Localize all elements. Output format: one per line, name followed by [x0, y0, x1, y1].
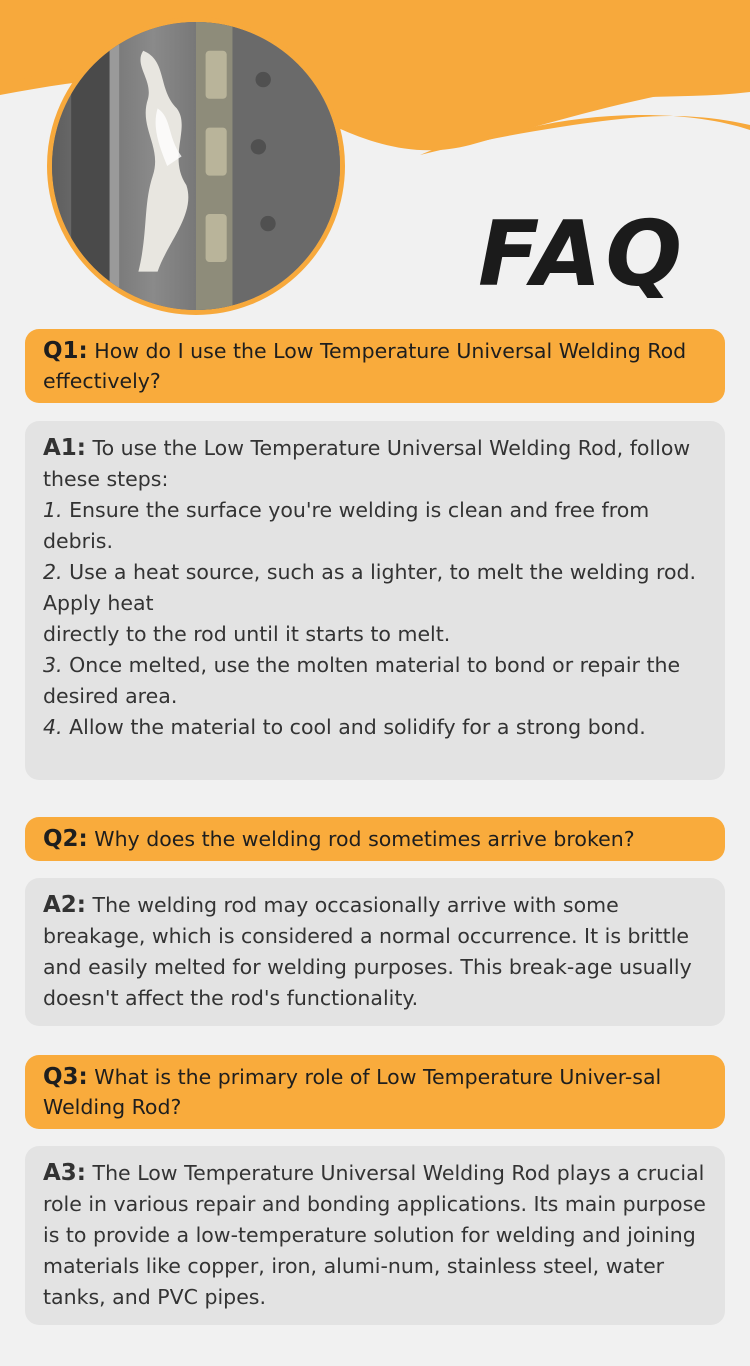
answer-text: The Low Temperature Universal Welding Rod plays a crucial role in various repair and bonding applications. Its main purpose is to provide a low-temperature solution for welding and joining materials like copper, iron, alumi-num, stainless steel, water tanks, and PVC pipes.: [43, 1161, 706, 1309]
answer-3: [25, 1146, 725, 1325]
step-text: Ensure the surface you're welding is clean and free from debris.: [43, 498, 650, 553]
page-title: FAQ: [478, 202, 687, 307]
step-text: Once melted, use the molten material to bond or repair the desired area.: [43, 653, 681, 708]
answer-step: [43, 712, 707, 743]
question-label: Q1:: [43, 338, 88, 364]
answer-step-continuation: [43, 619, 707, 650]
question-text: Why does the welding rod sometimes arrive broken?: [94, 827, 635, 851]
question-label: Q3:: [43, 1064, 88, 1090]
step-number: 3.: [43, 653, 63, 677]
question-text: What is the primary role of Low Temperature Univer-sal Welding Rod?: [43, 1065, 662, 1119]
answer-step: [43, 557, 707, 619]
step-number: 4.: [43, 715, 63, 739]
answer-label: A3:: [43, 1160, 87, 1186]
answer-label: A2:: [43, 892, 87, 918]
step-number: 2.: [43, 560, 63, 584]
answer-text: The welding rod may occasionally arrive with some breakage, which is considered a normal occurrence. It is brittle and easily melted for welding purposes. This break-age usually doesn't affect the rod's functionality.: [43, 893, 692, 1010]
question-2: [25, 817, 725, 861]
answer-intro: To use the Low Temperature Universal Welding Rod, follow these steps:: [43, 436, 691, 491]
answer-1: [25, 421, 725, 780]
answer-step: [43, 650, 707, 712]
step-text: Use a heat source, such as a lighter, to melt the welding rod. Apply heat: [43, 560, 697, 615]
question-3: [25, 1055, 725, 1129]
question-label: Q2:: [43, 826, 88, 852]
hero-photo: [47, 17, 345, 315]
step-text: Allow the material to cool and solidify for a strong bond.: [69, 715, 646, 739]
question-text: How do I use the Low Temperature Universal Welding Rod effectively?: [43, 339, 687, 393]
step-number: 1.: [43, 498, 63, 522]
welded-hinge-image: [52, 22, 340, 310]
answer-2: [25, 878, 725, 1026]
answer-label: A1:: [43, 435, 87, 461]
answer-step: [43, 495, 707, 557]
step-text: directly to the rod until it starts to melt.: [43, 622, 451, 646]
question-1: [25, 329, 725, 403]
